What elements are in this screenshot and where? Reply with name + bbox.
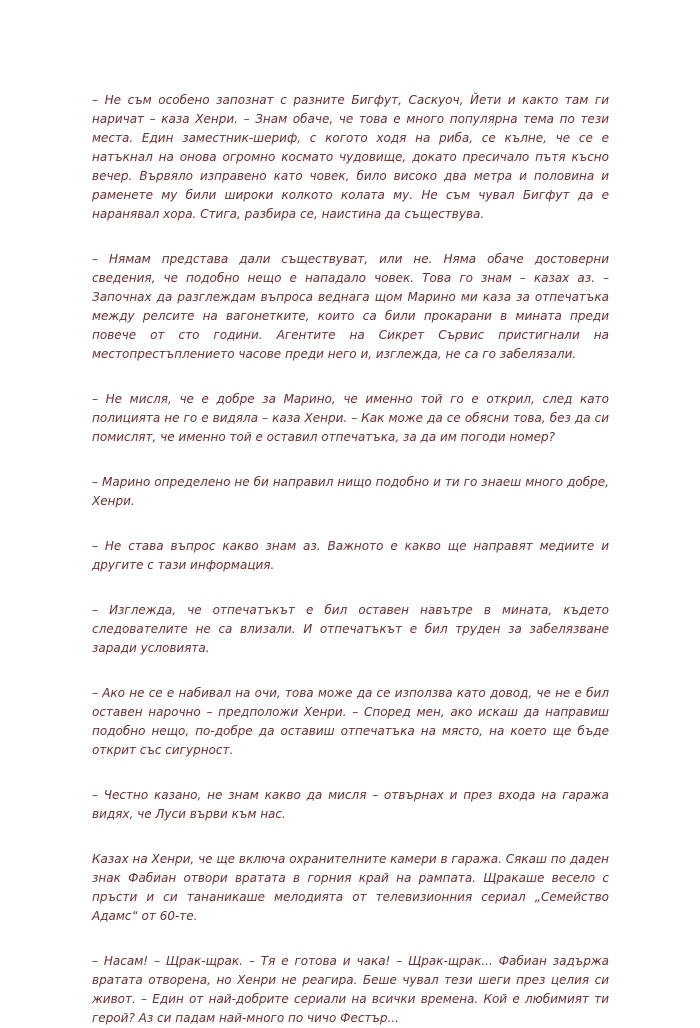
paragraph: Казах на Хенри, че ще включа охранителните камери в гаража. Сякаш по даден знак Фабиан отвори вратата в горния край на рампата. Щракаше весело с пръсти и си тананикаше мелодията от телевизионния сериал „Семейство Адамс“ от 60-те. [92, 852, 609, 923]
paragraph: – Не мисля, че е добре за Марино, че именно той го е открил, след като полицията не го е видяла – каза Хенри. – Как може да се обясни това, без да си помислят, че именно той е оставил отпечатъка, за да им погоди номер? [92, 392, 609, 444]
paragraph: – Ако не се е набивал на очи, това може да се използва като довод, че не е бил оставен нарочно – предположи Хенри. – Според мен, ако искаш да направиш подобно нещо, по-добре да оставиш отпечатъка на място, на което ще бъде открит със сигурност. [92, 686, 609, 757]
paragraph: – Насам! – Щрак-щрак. – Тя е готова и чака! – Щрак-щрак... Фабиан задържа вратата отворена, но Хенри не реагира. Беше чувал тези шеги през целия си живот. – Един от най-добрите сериали на всички времена. Кой е любимият ти герой? Аз си падам най-много по чичо Фестър... [92, 954, 609, 1025]
paragraph: – Нямам представа дали съществуват, или не. Няма обаче достоверни сведения, че подобно нещо е нападало човек. Това го знам – казах аз. – Започнах да разглеждам въпроса веднага щом Марино ми каза за отпечатъка между релсите на вагонетките, които са били прокарани в мината преди повече от сто години. Агентите на Сикрет Сървис пристигнали на местопрестъплението часове преди него и, изглежда, не са го забелязали. [92, 252, 609, 361]
paragraph: – Честно казано, не знам какво да мисля – отвърнах и през входа на гаража видях, че Луси върви към нас. [92, 788, 609, 821]
text-body [92, 91, 609, 1028]
paragraph: – Марино определено не би направил нищо подобно и ти го знаеш много добре, Хенри. [92, 475, 609, 508]
paragraph: – Изглежда, че отпечатъкът е бил оставен навътре в мината, където следователите не са влизали. И отпечатъкът е бил труден за забелязване заради условията. [92, 603, 609, 655]
paragraph: – Не става въпрос какво знам аз. Важното е какво ще направят медиите и другите с тази информация. [92, 539, 609, 572]
paragraph: – Не съм особено запознат с разните Бигфут, Саскуоч, Йети и както там ги наричат – каза Хенри. – Знам обаче, че това е много популярна тема по тези места. Един заместник-шериф, с когото ходя на риба, се кълне, че се е натъкнал на онова огромно космато чудовище, докато пресичало пътя късно вечер. Вървяло изправено като човек, било високо два метра и половина и раменете му били широки колкото колата му. Не съм чувал Бигфут да е наранявал хора. Стига, разбира се, наистина да съществува. [92, 93, 609, 221]
